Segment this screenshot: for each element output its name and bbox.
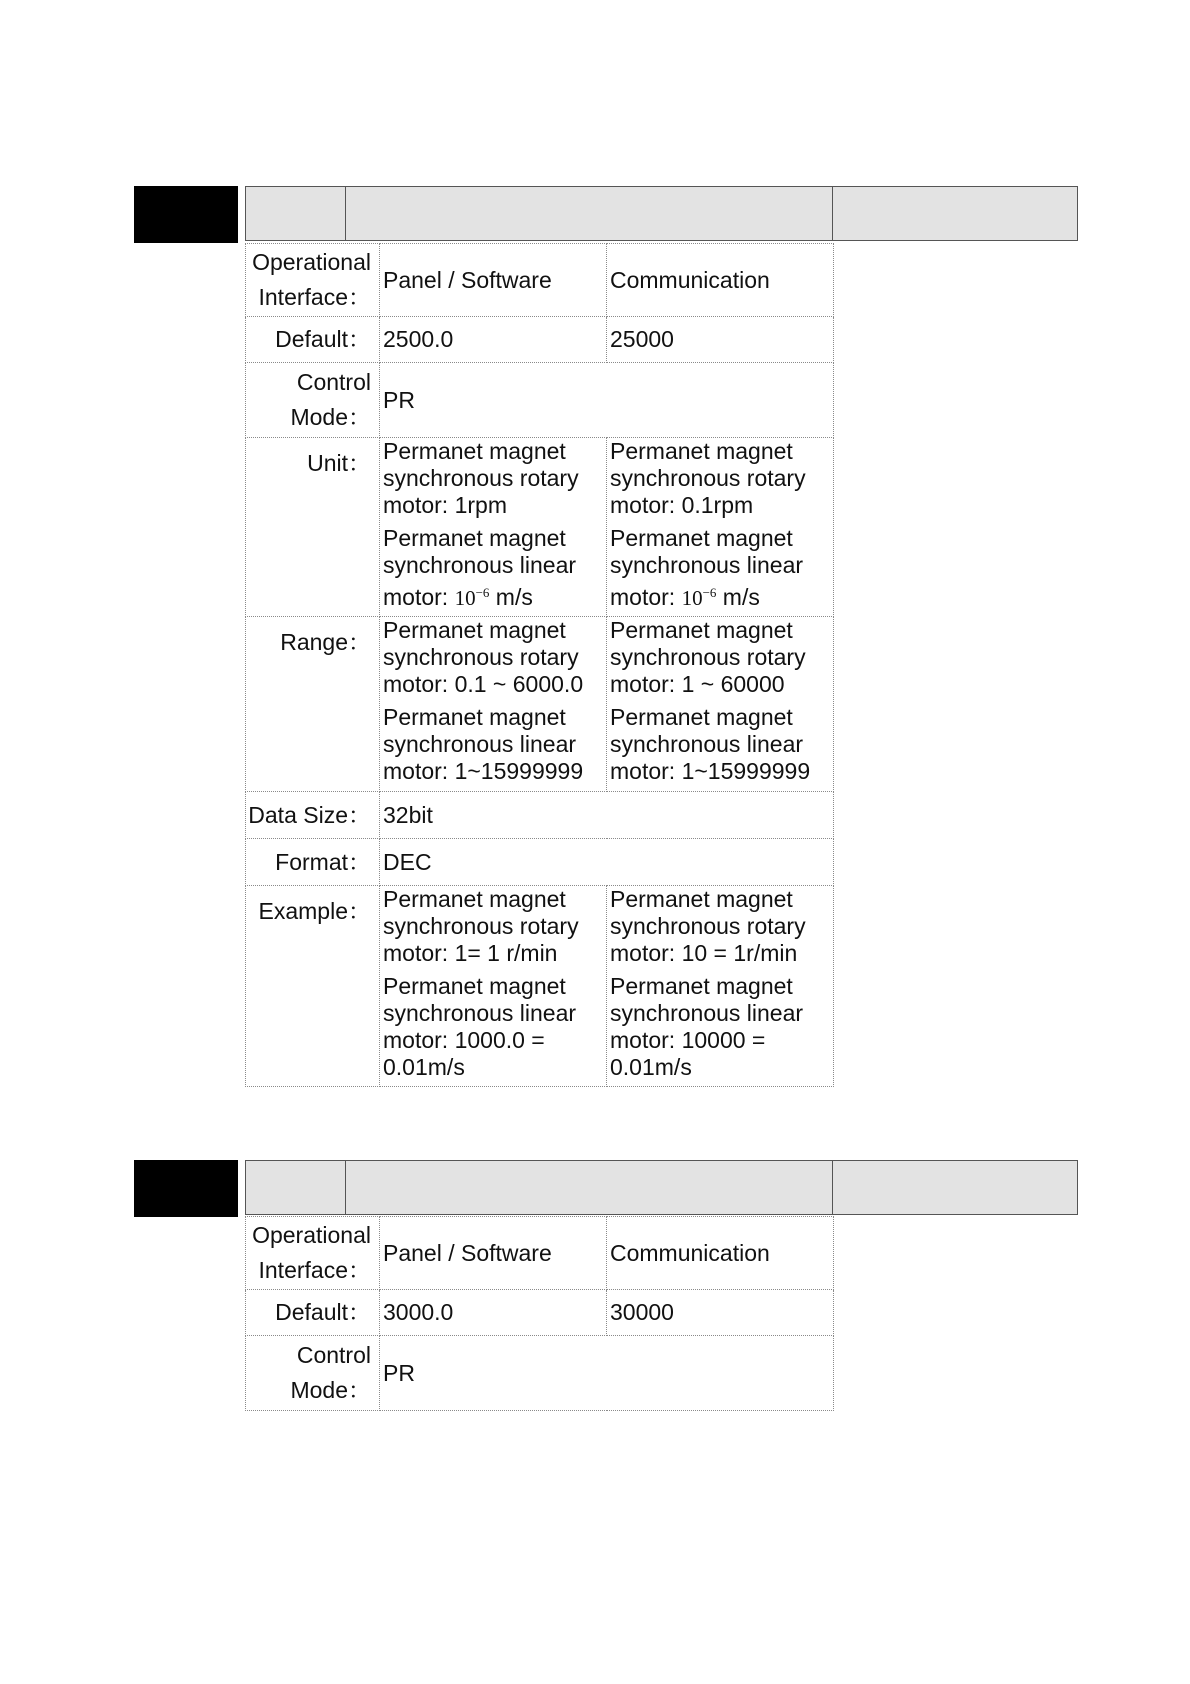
control-mode-value: PR [380, 363, 834, 438]
range-communication-value: Permanet magnet synchronous rotary motor: 1 ~ 60000 Permanet magnet synchronous linear motor: 1~15999999 [607, 617, 834, 792]
row-operational-interface [246, 244, 834, 317]
row-default [246, 317, 834, 363]
row-control-mode [246, 363, 834, 438]
operational-interface-communication: Communication [607, 244, 834, 317]
control-mode-value: PR [380, 1336, 834, 1411]
data-size-value: 32bit [380, 792, 834, 839]
default-panel-value: 2500.0 [380, 317, 607, 363]
example-communication-value: Permanet magnet synchronous rotary motor: 10 = 1r/min Permanet magnet synchronous linear motor: 10000 = 0.01m/s [607, 886, 834, 1087]
parameter-table [245, 1216, 834, 1411]
row-data-size [246, 792, 834, 839]
row-format [246, 839, 834, 886]
operational-interface-panel: Panel / Software [380, 1217, 607, 1290]
operational-interface-label: Operational Interface： [246, 244, 380, 317]
unit-label: Unit： [246, 438, 380, 617]
operational-interface-label: Operational Interface： [246, 1217, 380, 1290]
row-operational-interface [246, 1217, 834, 1290]
control-mode-label: Control Mode： [246, 1336, 380, 1411]
parameter-header-bar [245, 186, 1078, 241]
header-divider [832, 1161, 833, 1214]
range-panel-value: Permanet magnet synchronous rotary motor: 0.1 ~ 6000.0 Permanet magnet synchronous linear motor: 1~15999999 [380, 617, 607, 792]
default-label: Default： [246, 1290, 380, 1336]
header-divider [345, 1161, 346, 1214]
power-of-ten-notation: $10^{-6}$ [454, 585, 490, 610]
parameter-header-bar [245, 1160, 1078, 1215]
operational-interface-communication: Communication [607, 1217, 834, 1290]
power-of-ten-notation: $10^{-6}$ [681, 585, 717, 610]
header-divider [832, 187, 833, 240]
operational-interface-panel: Panel / Software [380, 244, 607, 317]
control-mode-label: Control Mode： [246, 363, 380, 438]
row-unit [246, 438, 834, 617]
data-size-label: Data Size： [246, 792, 380, 839]
format-label: Format： [246, 839, 380, 886]
row-range [246, 617, 834, 792]
unit-panel-value: Permanet magnet synchronous rotary motor: 1rpm Permanet magnet synchronous linear motor: $10^{-6}$ m/s [380, 438, 607, 617]
default-panel-value: 3000.0 [380, 1290, 607, 1336]
parameter-tab-marker [134, 186, 238, 243]
example-panel-value: Permanet magnet synchronous rotary motor: 1= 1 r/min Permanet magnet synchronous linear motor: 1000.0 = 0.01m/s [380, 886, 607, 1087]
default-label: Default： [246, 317, 380, 363]
default-communication-value: 30000 [607, 1290, 834, 1336]
row-example [246, 886, 834, 1087]
header-divider [345, 187, 346, 240]
row-control-mode [246, 1336, 834, 1411]
format-value: DEC [380, 839, 834, 886]
parameter-tab-marker [134, 1160, 238, 1217]
unit-communication-value: Permanet magnet synchronous rotary motor: 0.1rpm Permanet magnet synchronous linear motor: $10^{-6}$ m/s [607, 438, 834, 617]
parameter-table [245, 243, 834, 1087]
range-label: Range： [246, 617, 380, 792]
example-label: Example： [246, 886, 380, 1087]
default-communication-value: 25000 [607, 317, 834, 363]
row-default [246, 1290, 834, 1336]
